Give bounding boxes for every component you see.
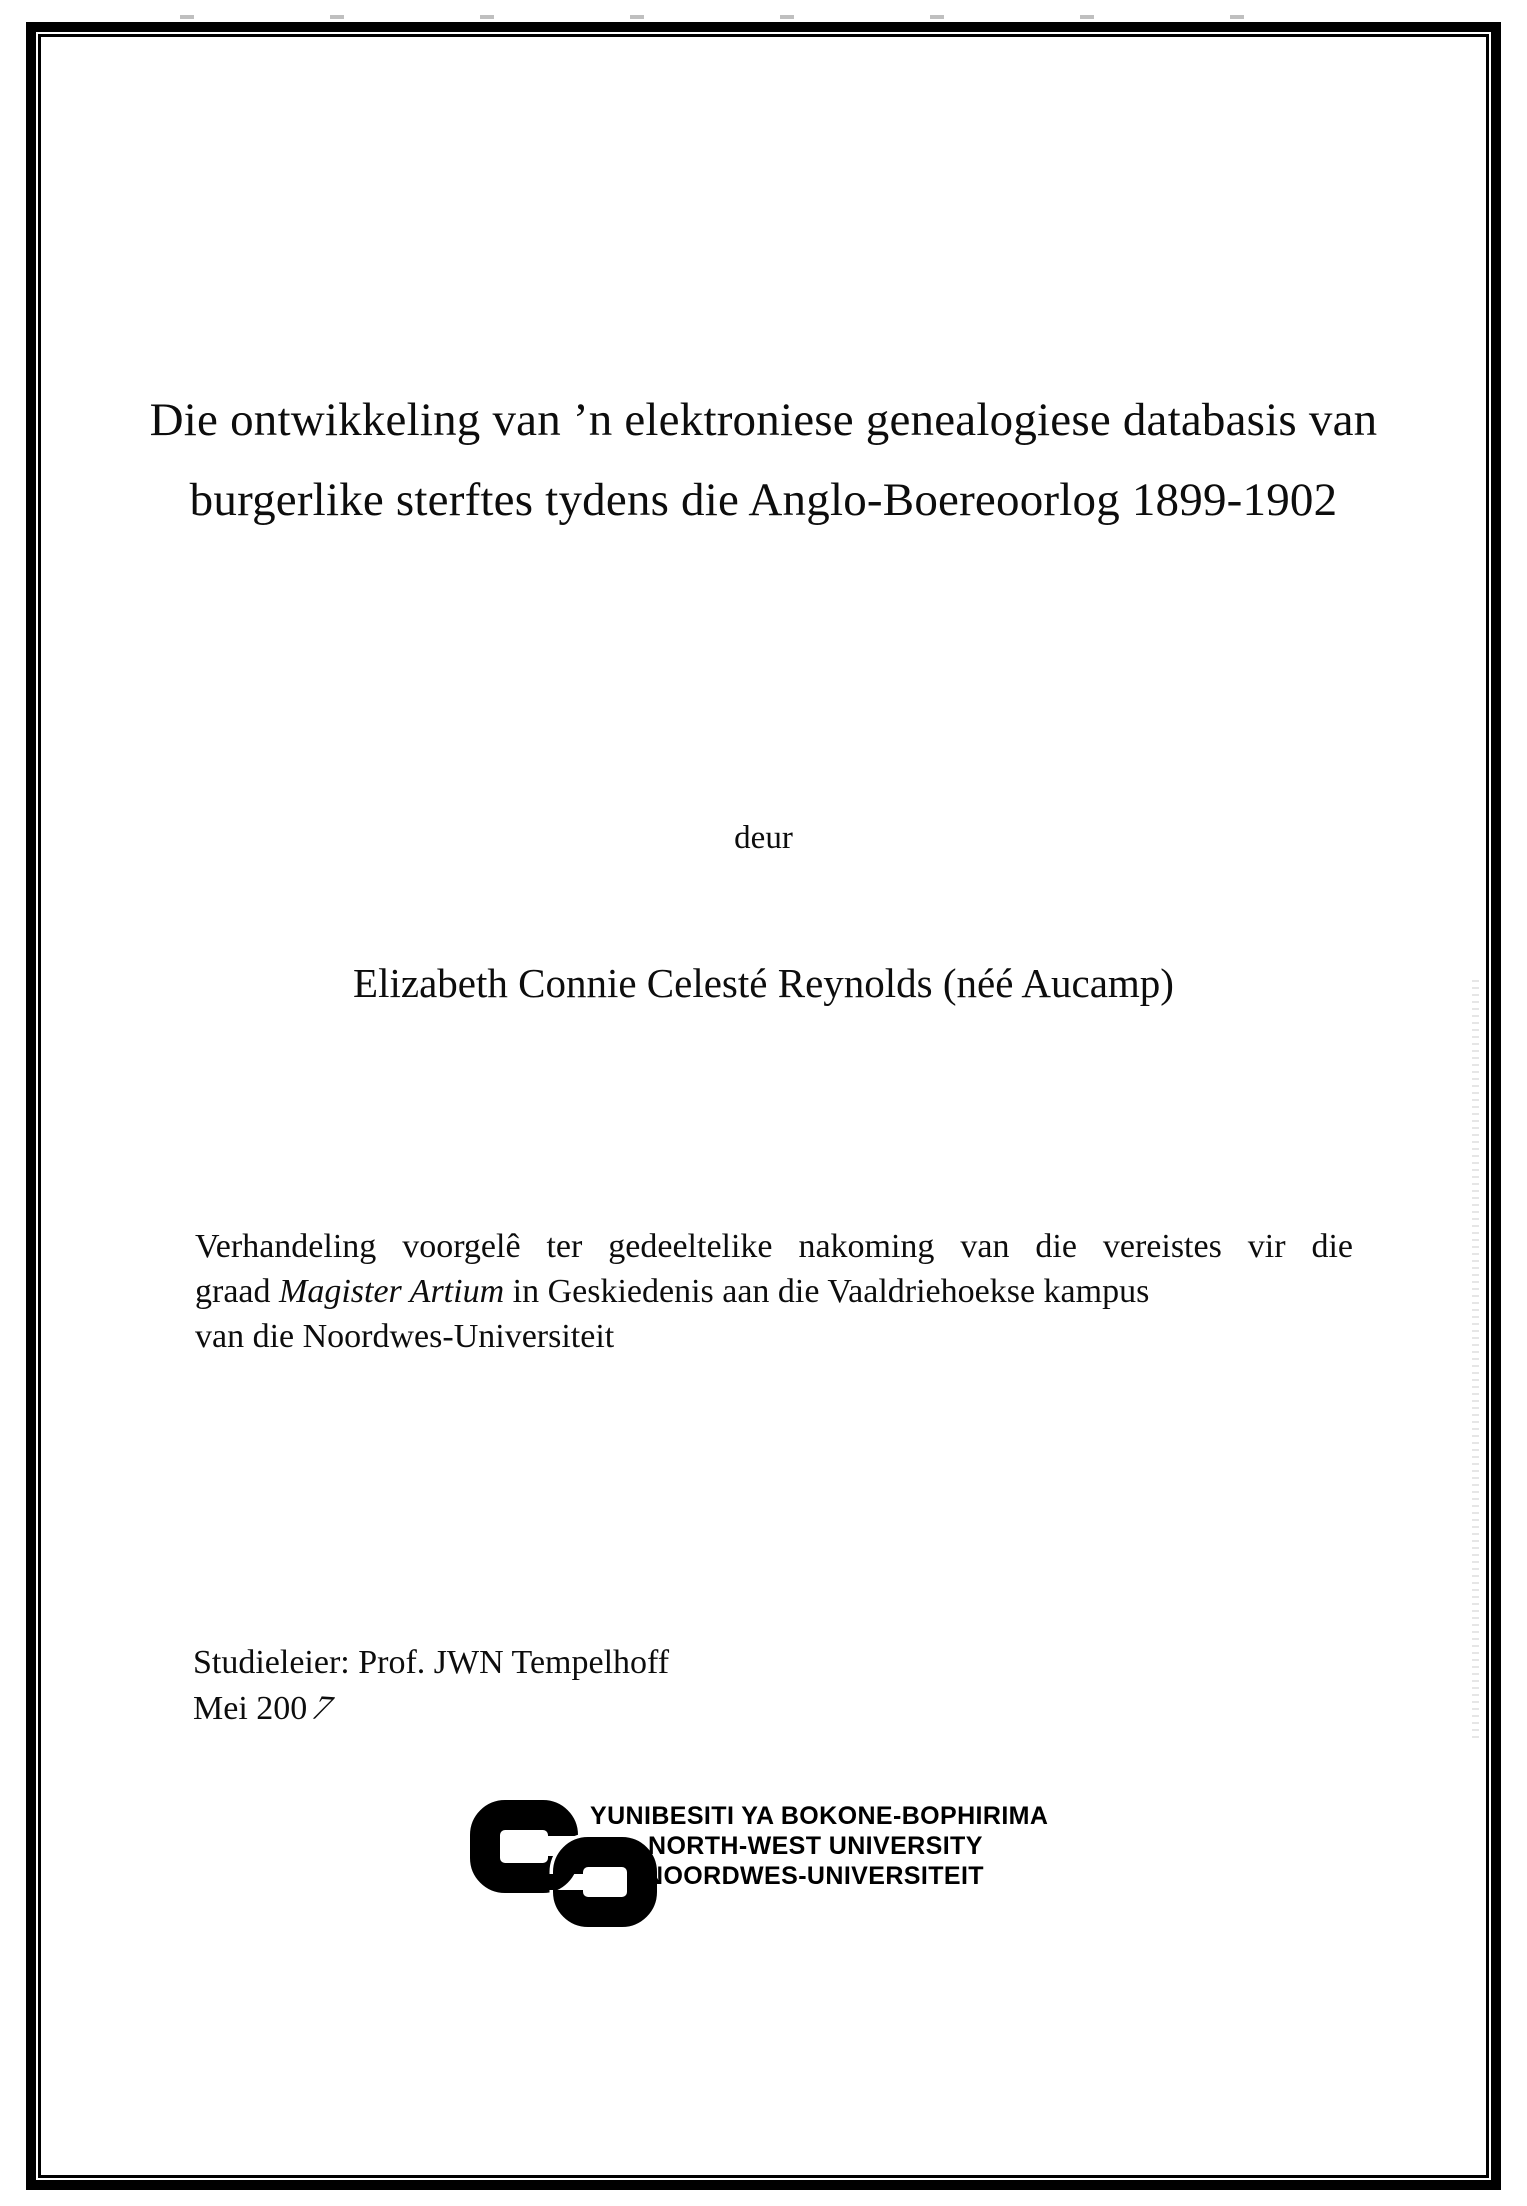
logo-text-afrikaans: NOORDWES-UNIVERSITEIT [645, 1862, 984, 1890]
byline: deur [734, 820, 793, 856]
statement-line2-prefix: graad [195, 1273, 280, 1310]
supervisor-block [193, 1640, 669, 1732]
date-last-digit: 7 [305, 1689, 340, 1728]
supervisor-line: Studieleier: Prof. JWN Tempelhoff [193, 1644, 670, 1681]
thesis-title-line-1: Die ontwikkeling van ’n elektroniese genealogiese databasis van [149, 394, 1378, 446]
logo-text-setswana: YUNIBESITI YA BOKONE-BOPHIRIMA [590, 1802, 1049, 1830]
degree-statement-line-3: van die Noordwes-Universiteit [195, 1318, 615, 1355]
scan-noise-top [180, 15, 1280, 19]
date-prefix: Mei 200 [193, 1690, 308, 1727]
degree-name-italic: Magister Artium [279, 1273, 505, 1310]
logo-text-english: NORTH-WEST UNIVERSITY [648, 1832, 983, 1860]
author-name: Elizabeth Connie Celesté Reynolds (néé Aucamp) [353, 960, 1174, 1006]
thesis-title [0, 380, 1527, 540]
degree-statement [195, 1224, 1353, 1359]
degree-statement-line-1: Verhandeling voorgelê ter gedeeltelike nakoming van die vereistes vir die [195, 1228, 1353, 1265]
statement-line2-suffix: in Geskiedenis aan die Vaaldriehoekse kampus [504, 1273, 1150, 1310]
degree-statement-line-2 [195, 1269, 1353, 1314]
thesis-title-line-2: burgerlike sterftes tydens die Anglo-Boereoorlog 1899-1902 [189, 474, 1338, 526]
date-line [193, 1686, 669, 1732]
